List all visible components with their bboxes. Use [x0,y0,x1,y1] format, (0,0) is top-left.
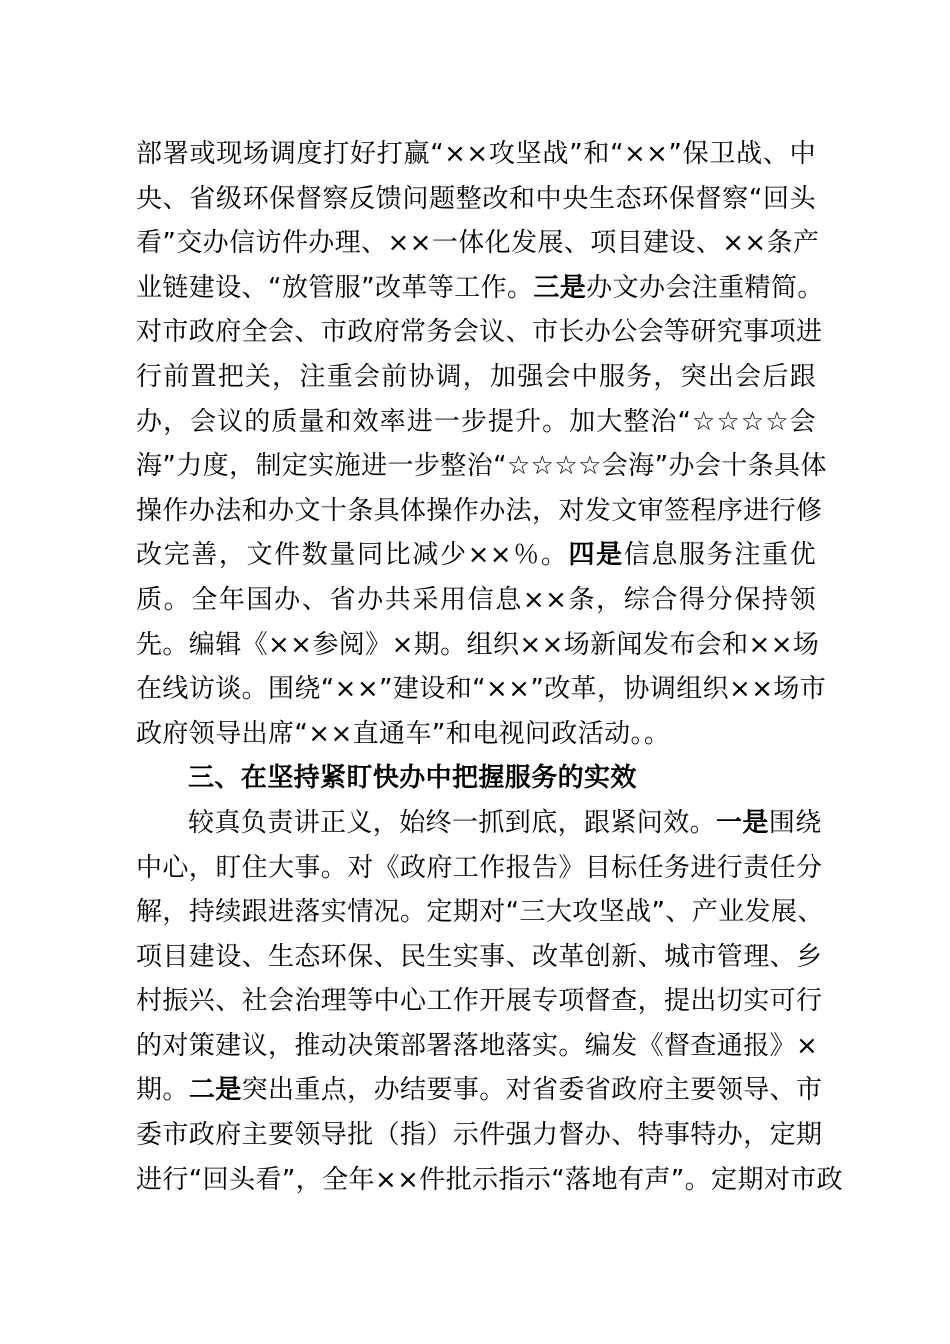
paragraph-line [136,132,816,177]
paragraph-line [136,846,823,891]
text-run: 央、省级环保督察反馈问题整改和中央生态环保督察“回头 [136,183,816,214]
paragraph-line [136,1113,823,1158]
paragraph-line [136,578,816,623]
paragraph-line [136,444,827,489]
text-run: 先。编辑《××参阅》×期。组织××场新闻发布会和××场 [136,629,820,660]
text-run: 进行“回头看”，全年××件批示指示“落地有声”。定期对市政 [136,1164,844,1195]
paragraph-line [136,489,823,534]
text-run: 政府领导出席“××直通车”和电视问政活动。。 [136,718,671,749]
text-run: 村振兴、社会治理等中心工作开展专项督查，提出切实可行 [136,986,823,1017]
paragraph-line [136,355,816,400]
paragraph-line [136,979,823,1024]
text-run: 看”交办信访件办理、××一体化发展、项目建设、××条产 [136,228,820,259]
paragraph-line [136,1024,819,1069]
bold-keyword: 一是 [716,807,769,838]
text-run: 三、在坚持紧盯快办中把握服务的实效 [188,763,637,794]
text-run: 质。全年国办、省办共采用信息××条，综合得分保持领 [136,584,816,615]
text-run: 对市政府全会、市政府常务会议、市长办公会等研究事项进 [136,317,823,348]
paragraph-line [136,1068,823,1113]
document-body [136,132,844,1202]
paragraph-line [136,400,816,445]
text-run: 信息服务注重优 [623,540,816,571]
paragraph-line [136,177,816,222]
text-run: 操作办法和办文十条具体操作办法，对发文审签程序进行修 [136,495,823,526]
text-run: 改完善，文件数量同比减少××％。 [136,540,569,571]
paragraph-line [136,890,824,935]
text-run: 部署或现场调度打好打赢“××攻坚战”和“××”保卫战、中 [136,139,816,169]
paragraph-line [136,801,822,846]
paragraph-line [136,712,816,757]
text-run: 办，会议的质量和效率进一步提升。加大整治“☆☆☆☆会 [136,406,816,437]
text-run: 办文办会注重精简。 [586,272,824,303]
bold-keyword: 二是 [188,1075,242,1106]
text-run: 行前置把关，注重会前协调，加强会中服务，突出会后跟 [136,361,816,392]
text-run: 期。 [136,1075,189,1106]
text-run: 项目建设、生态环保、民生实事、改革创新、城市管理、乡 [136,941,823,972]
text-run: 中心，盯住大事。对《政府工作报告》目标任务进行责任分 [136,852,823,883]
paragraph-line [136,623,820,668]
text-run: 解，持续跟进落实情况。定期对“三大攻坚战”、产业发展、 [136,897,824,928]
paragraph-line [136,221,820,266]
text-run: 围绕 [768,807,822,838]
text-run: 突出重点，办结要事。对省委省政府主要领导、市 [241,1075,823,1106]
paragraph-line [136,310,823,355]
text-run: 较真负责讲正义，始终一抓到底，跟紧问效。 [188,807,717,838]
paragraph-line [136,266,824,311]
paragraph-line [136,935,823,980]
paragraph-line [136,1158,844,1203]
text-run: 委市政府主要领导批（指）示件强力督办、特事特办，定期 [136,1120,823,1151]
text-run: 在线访谈。围绕“××”建设和“××”改革，协调组织××场市 [136,674,827,705]
text-run: 业链建设、“放管服”改革等工作。 [136,272,534,303]
section-heading [136,756,816,801]
bold-keyword: 三是 [533,272,587,303]
paragraph-line [136,667,827,712]
paragraph-line [136,533,816,578]
text-run: 海”力度，制定实施进一步整治“☆☆☆☆会海”办会十条具体 [136,451,827,482]
text-run: 的对策建议，推动决策部署落地落实。编发《督查通报》× [136,1030,819,1061]
bold-keyword: 四是 [568,540,624,571]
